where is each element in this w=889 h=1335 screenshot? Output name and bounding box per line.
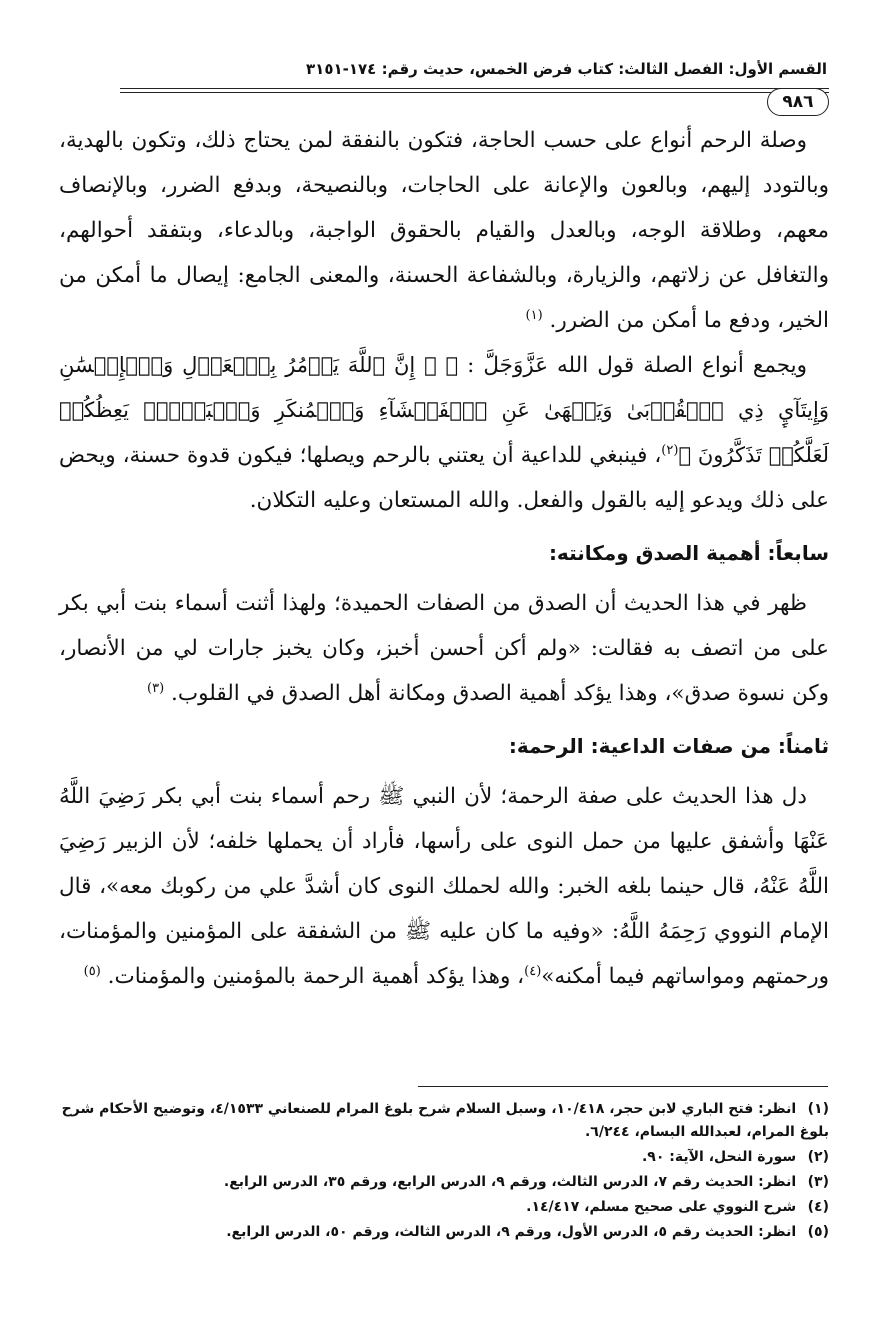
footnote bbox=[59, 1221, 829, 1244]
paragraph-rahma bbox=[59, 774, 829, 999]
paragraph-verse bbox=[59, 343, 829, 523]
page-number: ٩٨٦ bbox=[767, 88, 829, 116]
footnote bbox=[59, 1146, 829, 1169]
footnote-text: انظر: الحديث رقم ٥، الدرس الأول، ورقم ٩، الدرس الثالث، ورقم ٥٠، الدرس الرابع. bbox=[226, 1224, 797, 1240]
footnote bbox=[59, 1196, 829, 1219]
footnote-ref: (٢) bbox=[661, 442, 679, 458]
main-text bbox=[59, 118, 829, 999]
footnote bbox=[59, 1171, 829, 1194]
paragraph-text: وصلة الرحم أنواع على حسب الحاجة، فتكون بالنفقة لمن يحتاج ذلك، وتكون بالهدية، وبالتودد إليهم، وبالعون والإعانة على الحاجات، وبالنصيحة، وبدفع الضرر، وبالإنصاف معهم، وطلاقة الوجه، وبالعدل والقيام بالحقوق الواجبة، وبالدعاء، وبتفقد أحوالهم، والتغافل عن زلاتهم، والزيارة، وبالشفاعة الحسنة، والمعنى الجامع: إيصال ما أمكن من الخير، ودفع ما أمكن من الضرر. bbox=[59, 128, 829, 333]
footnote-number: (٣) bbox=[807, 1174, 829, 1190]
footnote-number: (١) bbox=[807, 1101, 829, 1117]
footnote-text: سورة النحل، الآية: ٩٠. bbox=[641, 1149, 797, 1165]
section-heading: سابعاً: أهمية الصدق ومكانته: bbox=[548, 541, 829, 565]
footnote-text: شرح النووي على صحيح مسلم، ١٤/٤١٧. bbox=[526, 1199, 797, 1215]
paragraph-sidq bbox=[59, 581, 829, 716]
footnote-ref: (١) bbox=[525, 307, 543, 323]
paragraph-text: ، فينبغي للداعية أن يعتني بالرحم ويصلها؛ فيكون قدوة حسنة، ويحض على ذلك ويدعو إليه بالقول والفعل. والله المستعان وعليه التكلان. bbox=[59, 443, 829, 513]
section-heading: ثامناً: من صفات الداعية: الرحمة: bbox=[508, 734, 829, 758]
quran-verse: ﴿ ۞ إِنَّ ٱللَّهَ يَأۡمُرُ بِٱلۡعَدۡلِ وَٱلۡإِحۡسَٰنِ وَإِيتَآيِٕ ذِي ٱلۡقُرۡبَىٰ وَيَنۡهَىٰ عَنِ ٱلۡفَحۡشَآءِ وَٱلۡمُنكَرِ وَٱلۡبَغۡيِۚ يَعِظُكُمۡ لَعَلَّكُمۡ تَذَكَّرُونَ ﴾ bbox=[59, 353, 829, 467]
footnote-number: (٤) bbox=[807, 1199, 829, 1215]
footnote-rule bbox=[418, 1086, 828, 1087]
footnote-ref: (٣) bbox=[147, 680, 165, 696]
footnote-ref: (٤) bbox=[524, 963, 542, 979]
footnotes bbox=[59, 1098, 829, 1246]
footnote-text: انظر: الحديث رقم ٧، الدرس الثالث، ورقم ٩، الدرس الرابع، ورقم ٣٥، الدرس الرابع. bbox=[223, 1174, 797, 1190]
footnote-ref: (٥) bbox=[83, 963, 101, 979]
footnote-text: انظر: فتح الباري لابن حجر، ١٠/٤١٨، وسبل السلام شرح بلوغ المرام للصنعاني ٤/١٥٣٣، وتوضيح الأحكام شرح بلوغ المرام، لعبدالله البسام، ٦/٢٤٤. bbox=[61, 1101, 829, 1140]
running-header: القسم الأول: الفصل الثالث: كتاب فرض الخمس، حديث رقم: ١٧٤-٣١٥١ bbox=[306, 60, 827, 78]
paragraph-text: ويجمع أنواع الصلة قول الله عَزَّوَجَلَّ : bbox=[467, 353, 808, 378]
paragraph-rahim-types bbox=[59, 118, 829, 343]
footnote bbox=[59, 1098, 829, 1144]
paragraph-text: دل هذا الحديث على صفة الرحمة؛ لأن النبي ﷺ رحم أسماء بنت أبي بكر رَضِيَ اللَّهُ عَنْهَا وأشفق عليها من حمل النوى على رأسها، فأراد أن يحملها خلفه؛ لأن الزبير رَضِيَ اللَّهُ عَنْهُ، قال حينما بلغه الخبر: والله لحملك النوى كان أشدَّ علي من ركوبك معه»، قال الإمام النووي رَحِمَهُ اللَّهُ: «وفيه ما كان عليه ﷺ من الشفقة على المؤمنين والمؤمنات، ورحمتهم ومواساتهم فيما أمكنه» bbox=[59, 784, 829, 989]
footnote-number: (٢) bbox=[807, 1149, 829, 1165]
footnote-number: (٥) bbox=[807, 1224, 829, 1240]
paragraph-text: ، وهذا يؤكد أهمية الرحمة بالمؤمنين والمؤمنات. bbox=[107, 964, 525, 989]
paragraph-text: ظهر في هذا الحديث أن الصدق من الصفات الحميدة؛ ولهذا أثنت أسماء بنت أبي بكر على من اتصف به فقالت: «ولم أكن أحسن أخبز، وكان يخبز جارات لي من الأنصار، وكن نسوة صدق»، وهذا يؤكد أهمية الصدق ومكانة أهل الصدق في القلوب. bbox=[59, 591, 829, 706]
header-rule bbox=[120, 88, 829, 93]
